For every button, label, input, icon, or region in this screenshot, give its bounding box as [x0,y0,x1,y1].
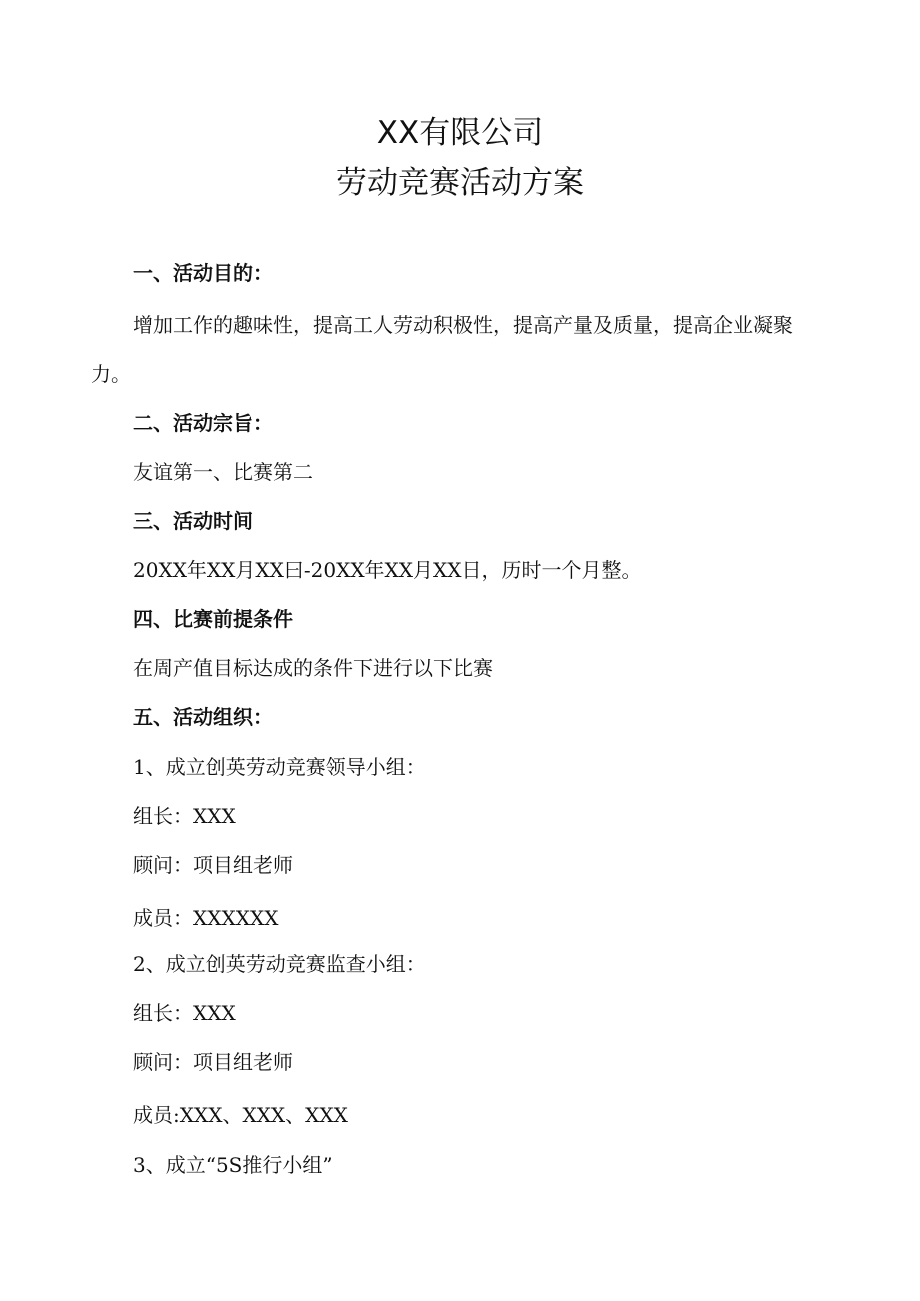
time-text: 20XX年XX月XX曰-20XX年XX月XX日，历时一个月整。 [133,558,642,582]
section-heading-principle: 二、活动宗旨： [133,411,273,435]
company-title: XX有限公司 [376,115,544,151]
precondition-text: 在周产值目标达成的条件下进行以下比赛 [133,656,493,680]
group2-advisor: 顾问：项目组老师 [133,1050,293,1074]
section-heading-precondition: 四、比赛前提条件 [133,607,293,631]
group2-title: 2、成立创英劳动竞赛监查小组： [133,952,426,976]
group3-title: 3、成立“5S推行小组” [133,1153,333,1177]
group1-leader: 组长：XXX [133,804,236,828]
section-heading-purpose: 一、活动目的： [133,261,273,285]
group1-advisor: 顾问：项目组老师 [133,853,293,877]
group2-leader: 组长：XXX [133,1001,236,1025]
purpose-text-line1: 增加工作的趣味性，提高工人劳动积极性，提高产量及质量，提高企业凝聚 [133,313,793,337]
section-heading-time: 三、活动时间 [133,509,253,533]
principle-text: 友谊第一、比赛第二 [133,460,313,484]
group2-members: 成员:XXX、XXX、XXX [133,1103,348,1127]
group1-members: 成员：XXXXXX [133,906,279,930]
section-heading-organization: 五、活动组织： [133,705,273,729]
purpose-text-line2: 力。 [91,362,131,386]
document-title: 劳动竞赛活动方案 [336,165,584,201]
group1-title: 1、成立创英劳动竞赛领导小组： [133,755,426,779]
